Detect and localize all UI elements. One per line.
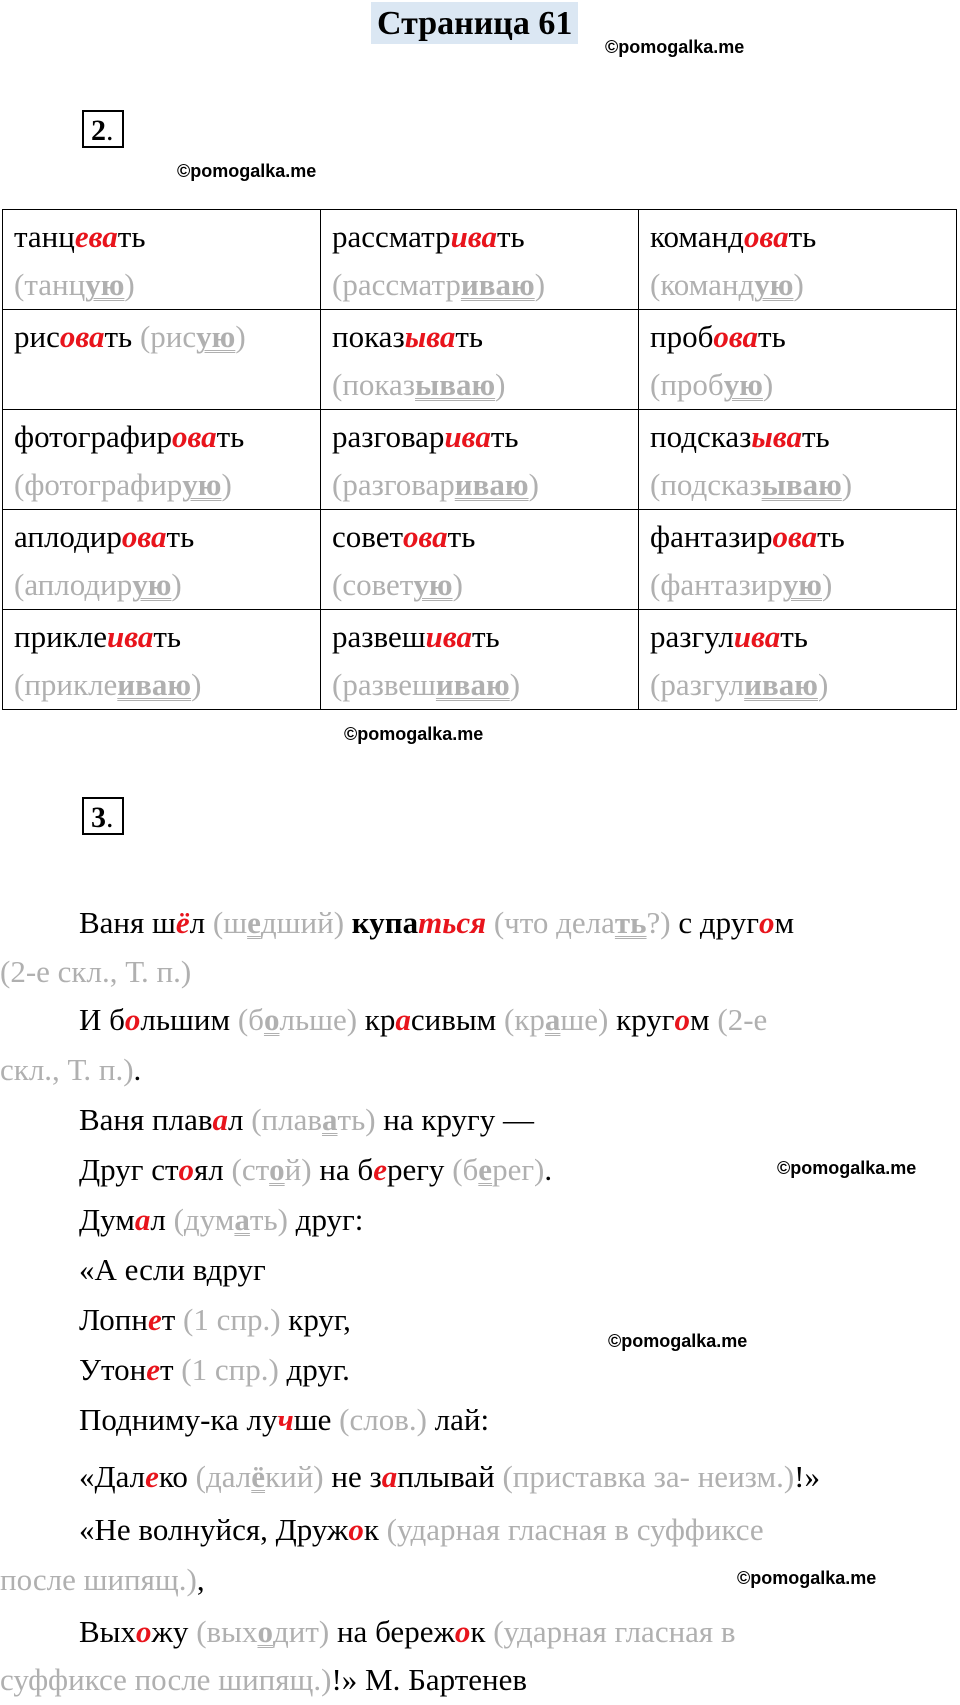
table-cell [3, 510, 321, 610]
cell-red: ева [74, 219, 118, 254]
cell-g-suf: иваю [460, 267, 535, 302]
table-row [3, 410, 957, 510]
cell-g-post: ) [534, 267, 546, 302]
cell-post: ть [817, 519, 845, 554]
cell-post: ть [447, 519, 476, 554]
cell-post: ть [216, 419, 245, 454]
cell-g-suf: иваю [744, 667, 818, 702]
cell-post: ть [780, 619, 808, 654]
cell-pre: фотографир [14, 419, 172, 454]
cell-g-suf: ую [85, 267, 125, 302]
task-number-2-label: 2 [91, 114, 106, 147]
cell-g-post: ) [821, 567, 833, 602]
table-cell [321, 210, 639, 310]
poem-line-8: Утонет (1 спр.) друг. [79, 1352, 350, 1387]
table-cell [639, 410, 957, 510]
poem-line-6: «А если вдруг [79, 1252, 266, 1287]
cell-post: ть [153, 619, 182, 654]
cell-red: ова [59, 319, 105, 354]
cell-pre: показ [332, 319, 405, 354]
watermark: ©pomogalka.me [344, 724, 484, 744]
cell-pre: команд [650, 219, 744, 254]
cell-g-suf: ую [182, 467, 222, 502]
poem-line-11: «Не волнуйся, Дружок (ударная гласная в суффиксе [79, 1512, 764, 1547]
cell-post: ть [455, 319, 484, 354]
poem-line-4: Друг стоял (стой) на берегу (берег). [79, 1152, 553, 1187]
cell-g-suf: иваю [117, 667, 192, 702]
cell-g-pre: (прикле [14, 667, 118, 702]
cell-red: ива [733, 619, 781, 654]
table-row [3, 310, 957, 410]
cell-g-post: ) [528, 467, 539, 502]
cell-pre: развеш [332, 619, 426, 654]
cell-post: ть [758, 319, 786, 354]
cell-red: ыва [751, 419, 802, 454]
cell-g-pre: (совет [332, 567, 414, 602]
cell-red: ива [425, 619, 472, 654]
table-cell [3, 410, 321, 510]
cell-pre: танц [14, 219, 75, 254]
poem-line-2-wrap: скл., Т. п.). [0, 1052, 142, 1087]
cell-red: ова [772, 519, 818, 554]
cell-g-post: ) [495, 367, 506, 402]
cell-g-pre: (аплодир [14, 567, 133, 602]
cell-red: ова [121, 519, 167, 554]
table-cell [639, 310, 957, 410]
cell-post: ть [117, 219, 146, 254]
poem-line-5: Думал (думать) друг: [79, 1202, 364, 1237]
watermark: ©pomogalka.me [605, 37, 745, 57]
task-number-3: 3. [82, 797, 124, 835]
poem-line-10: «Далеко (далёкий) не заплывай (приставка за- неизм.)!» [79, 1459, 820, 1494]
watermark: ©pomogalka.me [777, 1158, 917, 1178]
cell-red: ова [713, 319, 759, 354]
cell-red: ива [106, 619, 154, 654]
table-cell [3, 310, 321, 410]
cell-g-post: ) [221, 467, 232, 502]
page-title: Страница 61 [371, 2, 578, 44]
poem-line-12: Выхожу (выходит) на бережок (ударная гласная в [79, 1614, 736, 1649]
cell-g-suf: ую [754, 267, 794, 302]
verbs-table [2, 209, 957, 710]
cell-g-suf: ую [196, 319, 236, 354]
cell-red: ова [171, 419, 217, 454]
table-cell [321, 410, 639, 510]
poem-line-7: Лопнет (1 спр.) круг, [79, 1302, 351, 1337]
cell-g-suf: ую [132, 567, 172, 602]
cell-pre: прикле [14, 619, 107, 654]
cell-red: ива [450, 219, 497, 254]
table-cell [639, 610, 957, 710]
cell-g-pre: (команд [650, 267, 755, 302]
cell-red: ова [743, 219, 789, 254]
cell-pre: рис [14, 319, 60, 354]
cell-g-post: ) [817, 667, 829, 702]
table-cell [321, 610, 639, 710]
cell-g-post: ) [171, 567, 182, 602]
cell-g-pre: (проб [650, 367, 724, 402]
cell-g-suf: ую [782, 567, 822, 602]
watermark: ©pomogalka.me [177, 161, 317, 181]
cell-post: ть [471, 619, 500, 654]
cell-red: ива [444, 419, 491, 454]
table-cell [639, 210, 957, 310]
table-row [3, 510, 957, 610]
cell-g-pre: (фотографир [14, 467, 183, 502]
cell-g-pre: (разговар [332, 467, 455, 502]
cell-g-pre: (подсказ [650, 467, 762, 502]
cell-post: ть [496, 219, 525, 254]
poem-line-9: Подниму-ка лучше (слов.) лай: [79, 1402, 490, 1437]
cell-g-pre: (показ [332, 367, 416, 402]
cell-pre: подсказ [650, 419, 752, 454]
cell-g-suf: ываю [415, 367, 496, 402]
table-row [3, 610, 957, 710]
cell-post: ть [490, 419, 519, 454]
cell-red: ова [403, 519, 448, 554]
cell-g-post: ) [124, 267, 135, 302]
watermark: ©pomogalka.me [737, 1568, 877, 1588]
table-cell [3, 210, 321, 310]
cell-post: ть [166, 519, 195, 554]
cell-post: ть [801, 419, 830, 454]
watermark: ©pomogalka.me [608, 1331, 748, 1351]
poem-line-2: И большим (больше) красивым (краше) кругом (2-е [79, 1002, 768, 1037]
cell-g-pre: (разгул [650, 667, 745, 702]
poem-line-11-wrap: после шипящ.), [0, 1562, 205, 1597]
cell-pre: аплодир [14, 519, 122, 554]
poem-line-1: Ваня шёл (шедший) купаться (что делать?) с другом [79, 905, 795, 940]
task-number-3-label: 3 [91, 801, 106, 834]
cell-post: ть [104, 319, 133, 354]
table-cell [321, 310, 639, 410]
cell-pre: разгул [650, 619, 734, 654]
poem-line-1-wrap: (2-е скл., Т. п.) [0, 954, 192, 989]
cell-g-post: ) [235, 319, 246, 354]
cell-pre: рассматр [332, 219, 451, 254]
cell-pre: фантазир [650, 519, 773, 554]
cell-g-pre: (рис [139, 319, 197, 354]
cell-g-post: ) [509, 667, 521, 702]
cell-g-pre: (развеш [332, 667, 436, 702]
cell-g-suf: ую [413, 567, 453, 602]
cell-g-post: ) [191, 667, 202, 702]
task-number-2: 2. [82, 110, 124, 148]
poem-line-12-wrap: суффиксе после шипящ.)!» М. Бартенев [0, 1662, 528, 1697]
cell-g-suf: иваю [454, 467, 529, 502]
cell-pre: разговар [332, 419, 445, 454]
cell-red: ыва [404, 319, 456, 354]
cell-g-pre: (рассматр [332, 267, 461, 302]
cell-g-suf: иваю [435, 667, 510, 702]
poem-line-3: Ваня плавал (плавать) на кругу — [79, 1102, 534, 1137]
table-cell [639, 510, 957, 610]
table-row [3, 210, 957, 310]
cell-pre: совет [332, 519, 404, 554]
table-cell [3, 610, 321, 710]
cell-g-pre: (фантазир [650, 567, 783, 602]
cell-g-pre: (танц [14, 267, 86, 302]
cell-g-post: ) [762, 367, 774, 402]
cell-g-post: ) [452, 567, 463, 602]
cell-post: ть [788, 219, 817, 254]
cell-pre: проб [650, 319, 714, 354]
cell-g-suf: ую [723, 367, 763, 402]
table-cell [321, 510, 639, 610]
cell-g-post: ) [841, 467, 853, 502]
cell-g-post: ) [793, 267, 804, 302]
cell-g-suf: ываю [761, 467, 842, 502]
